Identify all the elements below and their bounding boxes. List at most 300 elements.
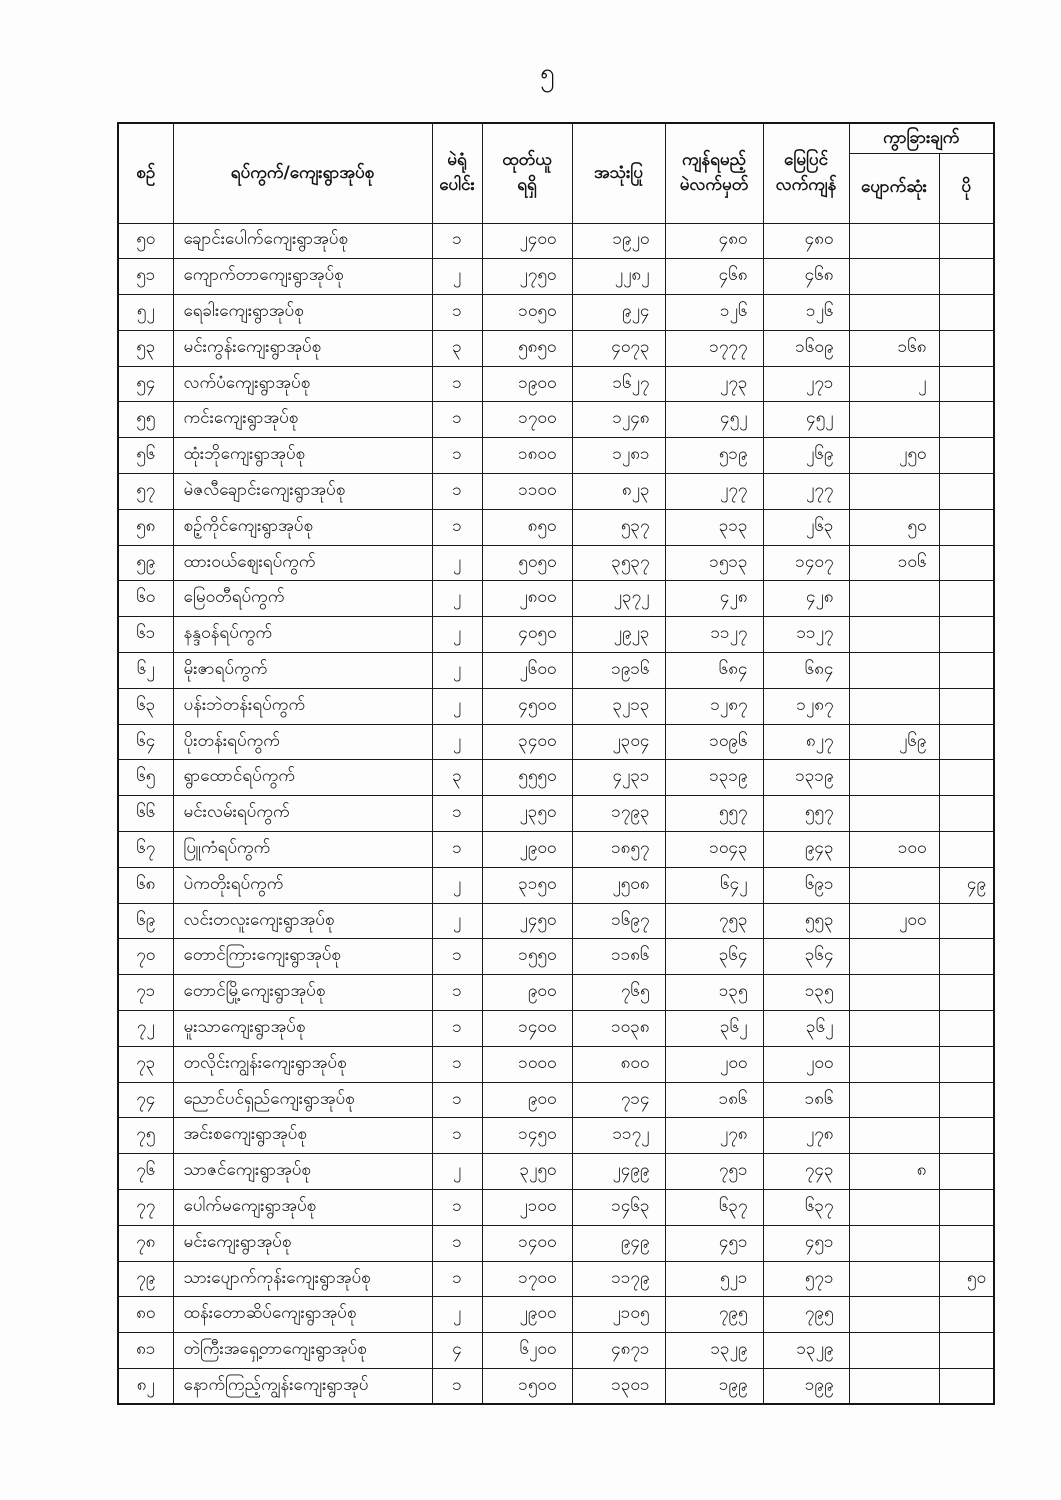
- cell-stations: ၁: [432, 832, 482, 868]
- cell-received: ၅၀၅၀: [482, 545, 572, 581]
- cell-name: ပေါက်မကျေးရွာအုပ်စု: [173, 1190, 432, 1226]
- cell-serial: ၈၀: [118, 1297, 173, 1333]
- cell-serial: ၇၀: [118, 939, 173, 975]
- table-body: [118, 223, 994, 1404]
- table-row: [118, 939, 994, 975]
- cell-name: လက်ပံကျေးရွာအုပ်စု: [173, 366, 432, 402]
- cell-used: ၂၁၀၅: [572, 1297, 665, 1333]
- cell-lost: ၁၀၆: [849, 545, 939, 581]
- cell-lost: ၂၀၀: [849, 903, 939, 939]
- cell-received: ၉၀၀: [482, 975, 572, 1011]
- cell-ground-balance: ၉၄၃: [763, 832, 849, 868]
- cell-stations: ၁: [432, 438, 482, 474]
- cell-stations: ၂: [432, 1154, 482, 1190]
- cell-ground-balance: ၆၈၄: [763, 653, 849, 689]
- cell-received: ၁၀၀၀: [482, 1046, 572, 1082]
- cell-stations: ၁: [432, 295, 482, 331]
- cell-name: ပဲကတိုးရပ်ကွက်: [173, 867, 432, 903]
- cell-extra: [939, 1297, 994, 1333]
- cell-extra: [939, 939, 994, 975]
- header-line: ကျန်ရမည့်: [681, 149, 747, 170]
- cell-used: ၂၂၈၂: [572, 259, 665, 295]
- cell-used: ၁၇၉၃: [572, 796, 665, 832]
- cell-extra: [939, 330, 994, 366]
- cell-serial: ၆၄: [118, 724, 173, 760]
- cell-received: ၃၄၀၀: [482, 724, 572, 760]
- cell-remaining: ၁၇၇၇: [665, 330, 763, 366]
- cell-extra: [939, 724, 994, 760]
- cell-received: ၄၅၀၀: [482, 688, 572, 724]
- cell-extra: [939, 366, 994, 402]
- cell-ground-balance: ၃၆၂: [763, 1011, 849, 1047]
- cell-serial: ၆၇: [118, 832, 173, 868]
- cell-lost: [849, 223, 939, 259]
- cell-remaining: ၁၃၁၉: [665, 760, 763, 796]
- cell-used: ၁၁၈၆: [572, 939, 665, 975]
- cell-name: မူးသာကျေးရွာအုပ်စု: [173, 1011, 432, 1047]
- cell-extra: [939, 1082, 994, 1118]
- cell-lost: ၂: [849, 366, 939, 402]
- cell-serial: ၆၆: [118, 796, 173, 832]
- cell-serial: ၈၂: [118, 1369, 173, 1405]
- cell-ground-balance: ၁၂၆: [763, 295, 849, 331]
- cell-used: ၁၆၂၇: [572, 366, 665, 402]
- table-header: [118, 123, 994, 223]
- cell-extra: [939, 975, 994, 1011]
- cell-used: ၉၂၄: [572, 295, 665, 331]
- header-line: လက်ကျန်: [775, 175, 837, 196]
- cell-serial: ၆၀: [118, 581, 173, 617]
- cell-remaining: ၃၆၄: [665, 939, 763, 975]
- table-row: [118, 903, 994, 939]
- cell-lost: [849, 1225, 939, 1261]
- cell-remaining: ၆၄၂: [665, 867, 763, 903]
- cell-serial: ၇၆: [118, 1154, 173, 1190]
- cell-used: ၁၂၄၈: [572, 402, 665, 438]
- cell-ground-balance: ၂၀၀: [763, 1046, 849, 1082]
- cell-used: ၇၁၄: [572, 1082, 665, 1118]
- cell-lost: [849, 402, 939, 438]
- cell-ground-balance: ၅၇၁: [763, 1261, 849, 1297]
- cell-name: တဲကြီးအရှေ့တာကျေးရွာအုပ်စု: [173, 1333, 432, 1369]
- cell-used: ၈၂၃: [572, 474, 665, 510]
- cell-received: ၂၉၀၀: [482, 832, 572, 868]
- cell-name: ကင်းကျေးရွာအုပ်စု: [173, 402, 432, 438]
- cell-lost: [849, 617, 939, 653]
- cell-remaining: ၄၂၈: [665, 581, 763, 617]
- cell-received: ၅၅၅၀: [482, 760, 572, 796]
- cell-ground-balance: ၄၆၈: [763, 259, 849, 295]
- cell-name: ညောင်ပင်ရှည်ကျေးရွာအုပ်စု: [173, 1082, 432, 1118]
- cell-extra: [939, 617, 994, 653]
- cell-remaining: ၄၆၈: [665, 259, 763, 295]
- header-line: မဲရုံ: [447, 149, 467, 170]
- cell-received: ၉၀၀: [482, 1082, 572, 1118]
- cell-name: မိုးဇာရပ်ကွက်: [173, 653, 432, 689]
- cell-lost: [849, 796, 939, 832]
- cell-lost: [849, 295, 939, 331]
- col-header-used: အသုံးပြု: [572, 123, 665, 223]
- col-header-difference-group: ကွာခြားချက်: [849, 123, 994, 153]
- cell-used: ၄၂၃၁: [572, 760, 665, 796]
- col-header-extra: ပို: [939, 153, 994, 223]
- cell-extra: [939, 1225, 994, 1261]
- cell-lost: [849, 760, 939, 796]
- cell-lost: ၈: [849, 1154, 939, 1190]
- cell-name: စဉ့်ကိုင်ကျေးရွာအုပ်စု: [173, 509, 432, 545]
- cell-serial: ၆၈: [118, 867, 173, 903]
- cell-used: ၁၉၂၀: [572, 223, 665, 259]
- cell-remaining: ၁၀၉၆: [665, 724, 763, 760]
- cell-name: ထုံးဘိုကျေးရွာအုပ်စု: [173, 438, 432, 474]
- cell-ground-balance: ၁၉၉: [763, 1369, 849, 1405]
- cell-remaining: ၁၂၈၇: [665, 688, 763, 724]
- table-row: [118, 1118, 994, 1154]
- cell-name: ကျောက်တာကျေးရွာအုပ်စု: [173, 259, 432, 295]
- cell-extra: [939, 688, 994, 724]
- cell-stations: ၂: [432, 581, 482, 617]
- cell-name: ပိုးတန်းရပ်ကွက်: [173, 724, 432, 760]
- cell-used: ၁၀၃၈: [572, 1011, 665, 1047]
- cell-name: တောင်မြို့ကျေးရွာအုပ်စု: [173, 975, 432, 1011]
- cell-stations: ၂: [432, 867, 482, 903]
- cell-name: မင်းလမ်းရပ်ကွက်: [173, 796, 432, 832]
- col-header-name: ရပ်ကွက်/ကျေးရွာအုပ်စု: [173, 123, 432, 223]
- cell-stations: ၂: [432, 259, 482, 295]
- table-row: [118, 832, 994, 868]
- cell-stations: ၁: [432, 939, 482, 975]
- cell-stations: ၁: [432, 1369, 482, 1405]
- cell-extra: [939, 760, 994, 796]
- cell-stations: ၁: [432, 366, 482, 402]
- cell-serial: ၅၉: [118, 545, 173, 581]
- cell-serial: ၇၈: [118, 1225, 173, 1261]
- cell-received: ၂၄၀၀: [482, 223, 572, 259]
- cell-ground-balance: ၁၃၅: [763, 975, 849, 1011]
- cell-stations: ၂: [432, 1297, 482, 1333]
- cell-stations: ၂: [432, 903, 482, 939]
- cell-name: မင်းကျေးရွာအုပ်စု: [173, 1225, 432, 1261]
- header-row-top: [118, 123, 994, 153]
- cell-stations: ၁: [432, 1118, 482, 1154]
- cell-lost: [849, 1118, 939, 1154]
- cell-name: ပန်းဘဲတန်းရပ်ကွက်: [173, 688, 432, 724]
- cell-used: ၁၁၇၉: [572, 1261, 665, 1297]
- cell-remaining: ၇၅၁: [665, 1154, 763, 1190]
- cell-received: ၄၀၅၀: [482, 617, 572, 653]
- cell-stations: ၁: [432, 1190, 482, 1226]
- cell-used: ၇၆၅: [572, 975, 665, 1011]
- cell-received: ၁၄၅၀: [482, 1118, 572, 1154]
- cell-extra: [939, 1190, 994, 1226]
- table-row: [118, 402, 994, 438]
- cell-received: ၂၄၅၀: [482, 903, 572, 939]
- cell-serial: ၅၆: [118, 438, 173, 474]
- cell-remaining: ၂၇၃: [665, 366, 763, 402]
- cell-extra: [939, 1118, 994, 1154]
- cell-remaining: ၅၁၉: [665, 438, 763, 474]
- cell-used: ၂၃၀၄: [572, 724, 665, 760]
- cell-serial: ၅၄: [118, 366, 173, 402]
- cell-lost: [849, 259, 939, 295]
- cell-received: ၅၈၅၀: [482, 330, 572, 366]
- table-row: [118, 1046, 994, 1082]
- cell-received: ၁၄၀၀: [482, 1225, 572, 1261]
- cell-received: ၁၅၅၀: [482, 939, 572, 975]
- cell-ground-balance: ၆၃၇: [763, 1190, 849, 1226]
- cell-extra: [939, 1333, 994, 1369]
- cell-received: ၁၀၅၀: [482, 295, 572, 331]
- cell-ground-balance: ၂၇၈: [763, 1118, 849, 1154]
- table-row: [118, 545, 994, 581]
- cell-serial: ၇၇: [118, 1190, 173, 1226]
- table-row: [118, 1082, 994, 1118]
- cell-extra: ၅၀: [939, 1261, 994, 1297]
- table-row: [118, 688, 994, 724]
- cell-stations: ၂: [432, 545, 482, 581]
- cell-remaining: ၁၃၂၉: [665, 1333, 763, 1369]
- cell-stations: ၁: [432, 1225, 482, 1261]
- cell-remaining: ၄၅၁: [665, 1225, 763, 1261]
- cell-serial: ၅၀: [118, 223, 173, 259]
- cell-remaining: ၁၈၆: [665, 1082, 763, 1118]
- cell-received: ၁၄၀၀: [482, 1011, 572, 1047]
- cell-remaining: ၃၆၂: [665, 1011, 763, 1047]
- cell-remaining: ၁၁၂၇: [665, 617, 763, 653]
- cell-name: မြေဝတီရပ်ကွက်: [173, 581, 432, 617]
- col-header-serial: စဉ်: [118, 123, 173, 223]
- cell-stations: ၁: [432, 1261, 482, 1297]
- cell-serial: ၇၂: [118, 1011, 173, 1047]
- cell-lost: [849, 1082, 939, 1118]
- cell-lost: [849, 653, 939, 689]
- cell-lost: [849, 975, 939, 1011]
- cell-extra: [939, 295, 994, 331]
- cell-used: ၁၉၁၆: [572, 653, 665, 689]
- cell-stations: ၂: [432, 617, 482, 653]
- cell-name: တောင်ကြားကျေးရွာအုပ်စု: [173, 939, 432, 975]
- cell-remaining: ၆၈၄: [665, 653, 763, 689]
- cell-used: ၅၃၇: [572, 509, 665, 545]
- cell-serial: ၅၅: [118, 402, 173, 438]
- cell-ground-balance: ၁၆၀၉: [763, 330, 849, 366]
- cell-extra: [939, 832, 994, 868]
- cell-serial: ၇၃: [118, 1046, 173, 1082]
- cell-lost: [849, 474, 939, 510]
- table-row: [118, 1369, 994, 1405]
- header-line: ပေါင်း: [439, 175, 475, 196]
- table-row: [118, 1333, 994, 1369]
- cell-extra: [939, 1369, 994, 1405]
- table-row: [118, 867, 994, 903]
- cell-lost: [849, 1046, 939, 1082]
- cell-stations: ၁: [432, 474, 482, 510]
- cell-remaining: ၄၈၀: [665, 223, 763, 259]
- cell-received: ၆၂၀၀: [482, 1333, 572, 1369]
- header-line: မြေပြင်: [783, 149, 829, 170]
- cell-remaining: ၇၉၅: [665, 1297, 763, 1333]
- cell-ground-balance: ၁၁၂၇: [763, 617, 849, 653]
- cell-remaining: ၁၀၄၃: [665, 832, 763, 868]
- cell-received: ၈၅၀: [482, 509, 572, 545]
- table-row: [118, 1225, 994, 1261]
- cell-remaining: ၁၂၆: [665, 295, 763, 331]
- col-header-lost: ပျောက်ဆုံး: [849, 153, 939, 223]
- cell-stations: ၂: [432, 653, 482, 689]
- table-row: [118, 724, 994, 760]
- table-row: [118, 474, 994, 510]
- cell-stations: ၁: [432, 975, 482, 1011]
- table-row: [118, 1297, 994, 1333]
- cell-used: ၈၀၀: [572, 1046, 665, 1082]
- cell-stations: ၂: [432, 688, 482, 724]
- cell-received: ၂၇၅၀: [482, 259, 572, 295]
- cell-serial: ၆၂: [118, 653, 173, 689]
- cell-received: ၂၉၀၀: [482, 1297, 572, 1333]
- cell-received: ၁၇၀၀: [482, 1261, 572, 1297]
- cell-received: ၁၁၀၀: [482, 474, 572, 510]
- cell-name: ထန်းတောဆိပ်ကျေးရွာအုပ်စု: [173, 1297, 432, 1333]
- table-row: [118, 1154, 994, 1190]
- cell-ground-balance: ၆၉၁: [763, 867, 849, 903]
- cell-lost: ၂၅၀: [849, 438, 939, 474]
- cell-serial: ၅၁: [118, 259, 173, 295]
- table-row: [118, 366, 994, 402]
- cell-remaining: ၂၀၀: [665, 1046, 763, 1082]
- cell-lost: ၁၆၈: [849, 330, 939, 366]
- header-line: မဲလက်မှတ်: [679, 175, 749, 196]
- cell-serial: ၇၄: [118, 1082, 173, 1118]
- cell-remaining: ၅၅၇: [665, 796, 763, 832]
- cell-ground-balance: ၅၅၃: [763, 903, 849, 939]
- table-row: [118, 438, 994, 474]
- cell-lost: [849, 1369, 939, 1405]
- cell-serial: ၆၅: [118, 760, 173, 796]
- cell-extra: [939, 1154, 994, 1190]
- cell-lost: [849, 939, 939, 975]
- cell-received: ၂၃၅၀: [482, 796, 572, 832]
- cell-received: ၂၆၀၀: [482, 653, 572, 689]
- col-header-received: [482, 123, 572, 223]
- cell-ground-balance: ၂၇၇: [763, 474, 849, 510]
- cell-stations: ၂: [432, 724, 482, 760]
- cell-lost: ၂၆၉: [849, 724, 939, 760]
- table-row: [118, 653, 994, 689]
- cell-used: ၂၄၉၉: [572, 1154, 665, 1190]
- cell-ground-balance: ၁၃၂၉: [763, 1333, 849, 1369]
- cell-ground-balance: ၇၉၅: [763, 1297, 849, 1333]
- cell-ground-balance: ၄၈၀: [763, 223, 849, 259]
- cell-name: ချောင်းပေါက်ကျေးရွာအုပ်စု: [173, 223, 432, 259]
- table-row: [118, 223, 994, 259]
- cell-extra: [939, 796, 994, 832]
- cell-used: ၃၂၁၃: [572, 688, 665, 724]
- cell-extra: [939, 545, 994, 581]
- cell-stations: ၃: [432, 330, 482, 366]
- cell-remaining: ၇၅၃: [665, 903, 763, 939]
- cell-remaining: ၅၂၁: [665, 1261, 763, 1297]
- cell-ground-balance: ၅၅၇: [763, 796, 849, 832]
- col-header-stations: [432, 123, 482, 223]
- cell-serial: ၇၉: [118, 1261, 173, 1297]
- cell-used: ၁၄၆၃: [572, 1190, 665, 1226]
- cell-used: ၂၉၂၃: [572, 617, 665, 653]
- cell-ground-balance: ၈၂၇: [763, 724, 849, 760]
- cell-lost: [849, 581, 939, 617]
- cell-lost: [849, 688, 939, 724]
- cell-received: ၂၁၀၀: [482, 1190, 572, 1226]
- header-line: ထုတ်ယူ: [502, 149, 552, 170]
- table-row: [118, 1190, 994, 1226]
- cell-stations: ၄: [432, 1333, 482, 1369]
- cell-remaining: ၂၇၇: [665, 474, 763, 510]
- table-row: [118, 330, 994, 366]
- cell-remaining: ၁၉၉: [665, 1369, 763, 1405]
- cell-name: လင်းတလူးကျေးရွာအုပ်စု: [173, 903, 432, 939]
- cell-extra: [939, 223, 994, 259]
- cell-received: ၁၉၀၀: [482, 366, 572, 402]
- cell-serial: ၅၂: [118, 295, 173, 331]
- cell-ground-balance: ၂၆၉: [763, 438, 849, 474]
- cell-received: ၁၈၀၀: [482, 438, 572, 474]
- cell-remaining: ၁၅၁၃: [665, 545, 763, 581]
- cell-lost: [849, 1261, 939, 1297]
- table-row: [118, 581, 994, 617]
- cell-used: ၉၄၉: [572, 1225, 665, 1261]
- cell-ground-balance: ၂၇၁: [763, 366, 849, 402]
- ballot-summary-table: [117, 122, 995, 1405]
- cell-stations: ၃: [432, 760, 482, 796]
- cell-used: ၁၆၉၇: [572, 903, 665, 939]
- cell-serial: ၅၈: [118, 509, 173, 545]
- cell-name: သားပျောက်ကုန်းကျေးရွာအုပ်စု: [173, 1261, 432, 1297]
- cell-ground-balance: ၂၆၃: [763, 509, 849, 545]
- cell-stations: ၁: [432, 402, 482, 438]
- cell-serial: ၅၃: [118, 330, 173, 366]
- cell-received: ၁၇၀၀: [482, 402, 572, 438]
- cell-received: ၁၅၀၀: [482, 1369, 572, 1405]
- cell-ground-balance: ၃၆၄: [763, 939, 849, 975]
- cell-serial: ၈၁: [118, 1333, 173, 1369]
- cell-stations: ၁: [432, 509, 482, 545]
- col-header-ground-balance: [763, 123, 849, 223]
- cell-ground-balance: ၄၅၂: [763, 402, 849, 438]
- cell-used: ၁၃၀၁: [572, 1369, 665, 1405]
- cell-serial: ၅၇: [118, 474, 173, 510]
- cell-serial: ၆၁: [118, 617, 173, 653]
- cell-name: ရွာထောင်ရပ်ကွက်: [173, 760, 432, 796]
- cell-used: ၂၅၀၈: [572, 867, 665, 903]
- cell-lost: [849, 867, 939, 903]
- cell-extra: [939, 438, 994, 474]
- table-row: [118, 509, 994, 545]
- cell-used: ၄၈၇၁: [572, 1333, 665, 1369]
- cell-extra: [939, 1046, 994, 1082]
- cell-lost: ၅၀: [849, 509, 939, 545]
- table-row: [118, 975, 994, 1011]
- cell-serial: ၇၁: [118, 975, 173, 1011]
- page-number: ၅: [540, 58, 555, 88]
- cell-lost: [849, 1011, 939, 1047]
- table-row: [118, 796, 994, 832]
- cell-serial: ၆၃: [118, 688, 173, 724]
- table-row: [118, 1011, 994, 1047]
- cell-ground-balance: ၇၄၃: [763, 1154, 849, 1190]
- cell-lost: [849, 1297, 939, 1333]
- cell-used: ၁၁၇၂: [572, 1118, 665, 1154]
- cell-ground-balance: ၄၅၁: [763, 1225, 849, 1261]
- cell-name: သာဇင်ကျေးရွာအုပ်စု: [173, 1154, 432, 1190]
